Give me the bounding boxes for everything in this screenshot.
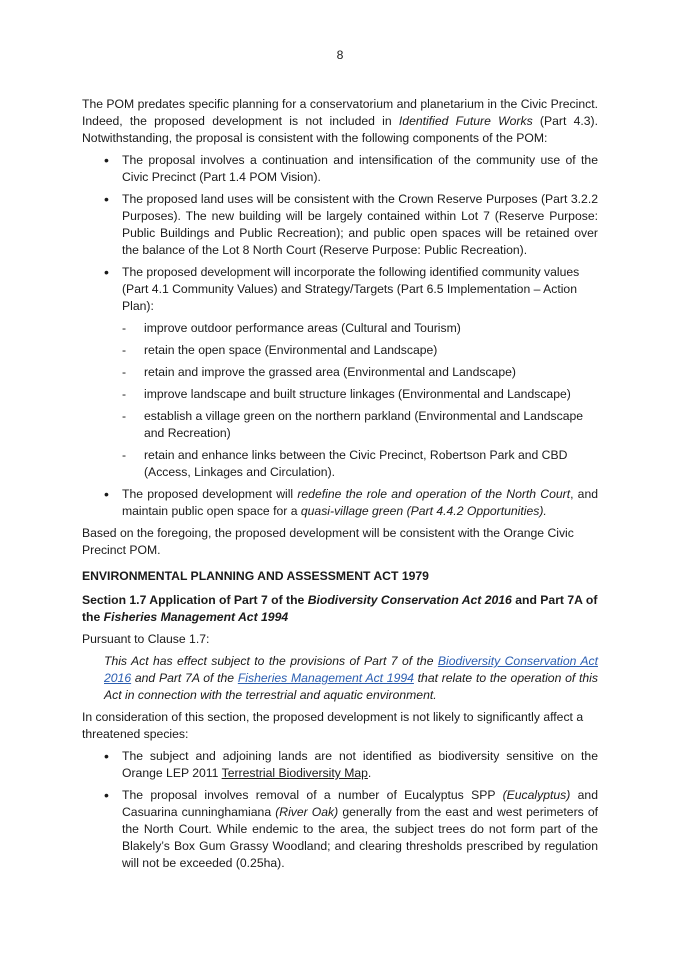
intro-paragraph [82,96,598,147]
bullet4-italic-a: redefine the role and operation of the North Court [297,487,571,501]
terrestrial-biodiversity-map-ref: Terrestrial Biodiversity Map [221,766,368,780]
intro-italic: Identified Future Works [398,114,533,128]
intro-text-b: (Part 4.3). Notwithstanding, the proposal is consistent with the following components of the POM: [82,114,598,145]
community-values-list [122,320,598,481]
bullet-item: • The proposal involves a continuation and intensification of the community use of the Civic Precinct (Part 1.4 POM Vision). [82,152,598,186]
conclusion-paragraph: Based on the foregoing, the proposed development will be consistent with the Orange Civic Precinct POM. [82,526,574,557]
bullet-text: The subject and adjoining lands are not identified as biodiversity sensitive on the Orange LEP 2011 [122,749,598,780]
bullet-item-community-values [82,264,598,481]
subheading-text-a: Section 1.7 Application of Part 7 of the [82,593,308,607]
bullet-text: generally from the east and west perimeters of the North Court. While endemic to the area, the subject trees do not form part of the Blakely’s Box Gum Grassy Woodland; and clearing thresholds prescribed by regulation will not be exceeded (0.25ha). [122,805,598,870]
intro-text-a: The POM predates specific planning for a conservatorium and planetarium in the Civic Precinct. Indeed, the proposed development is not included in [82,97,598,128]
quote-text-c: that relate to the operation of this Act in connection with the terrestrial and aquatic environment. [104,671,598,702]
bullet4-text-a: The proposed development will [122,487,298,501]
consideration-paragraph: In consideration of this section, the proposed development is not likely to significantly affect a threatened species: [82,710,584,741]
quote-text-b: and Part 7A of the [131,671,238,685]
quoted-clause [104,653,598,704]
bullet-item-biodiversity-map [82,748,598,782]
dash-item: - retain the open space (Environmental and Landscape) [122,342,598,359]
dash-item: - establish a village green on the northern parkland (Environmental and Landscape and Recreation) [122,408,598,442]
subheading-italic-a: Biodiversity Conservation Act 2016 [307,593,512,607]
section-heading: ENVIRONMENTAL PLANNING AND ASSESSMENT ACT 1979 [82,569,429,583]
subheading-text-b: and Part 7A of the [82,593,598,624]
quote-text-a: This Act has effect subject to the provisions of Part 7 of the [104,654,438,668]
page-content [82,96,598,877]
dash-item: - improve outdoor performance areas (Cultural and Tourism) [122,320,598,337]
pursuant-text: Pursuant to Clause 1.7: [82,632,210,646]
bullet-item-text: The proposed development will incorporate the following identified community values (Part 4.1 Community Values) and Strategy/Targets (Part 6.5 Implementation – Action Plan): [122,265,580,313]
dash-item: - improve landscape and built structure linkages (Environmental and Landscape) [122,386,598,403]
biodiversity-act-link[interactable]: Biodiversity Conservation Act 2016 [104,654,598,685]
threatened-species-list [82,748,598,872]
bullet-text: and Casuarina cunninghamiana [122,788,598,819]
bullet-item: • The proposed land uses will be consistent with the Crown Reserve Purposes (Part 3.2.2 Purposes). The new building will be largely contained within Lot 7 (Reserve Purpose: Public Buildings and Public Recreation); and public open spaces will be retained over the balance of the Lot 8 North Court (Reserve Purpose: Public Recreation). [82,191,598,259]
dash-item: - retain and enhance links between the Civic Precinct, Robertson Park and CBD (Access, Linkages and Circulation). [122,447,598,481]
fisheries-act-link[interactable]: Fisheries Management Act 1994 [237,671,414,685]
bullet4-text-b: , and maintain public open space for a [122,487,599,518]
pom-components-list [82,152,598,520]
bullet-italic: (Eucalyptus) [502,788,571,802]
bullet-text: . [367,766,372,780]
bullet-item-north-court [82,486,598,520]
page-number: 8 [336,48,344,62]
section-subheading [82,592,598,626]
bullet-text: The proposal involves removal of a number of Eucalyptus SPP [122,788,503,802]
dash-item: - retain and improve the grassed area (Environmental and Landscape) [122,364,598,381]
bullet4-italic-b: quasi-village green (Part 4.4.2 Opportunities). [300,504,547,518]
subheading-italic-b: Fisheries Management Act 1994 [103,610,289,624]
bullet-italic: (River Oak) [275,805,339,819]
bullet-item-tree-removal [82,787,598,872]
